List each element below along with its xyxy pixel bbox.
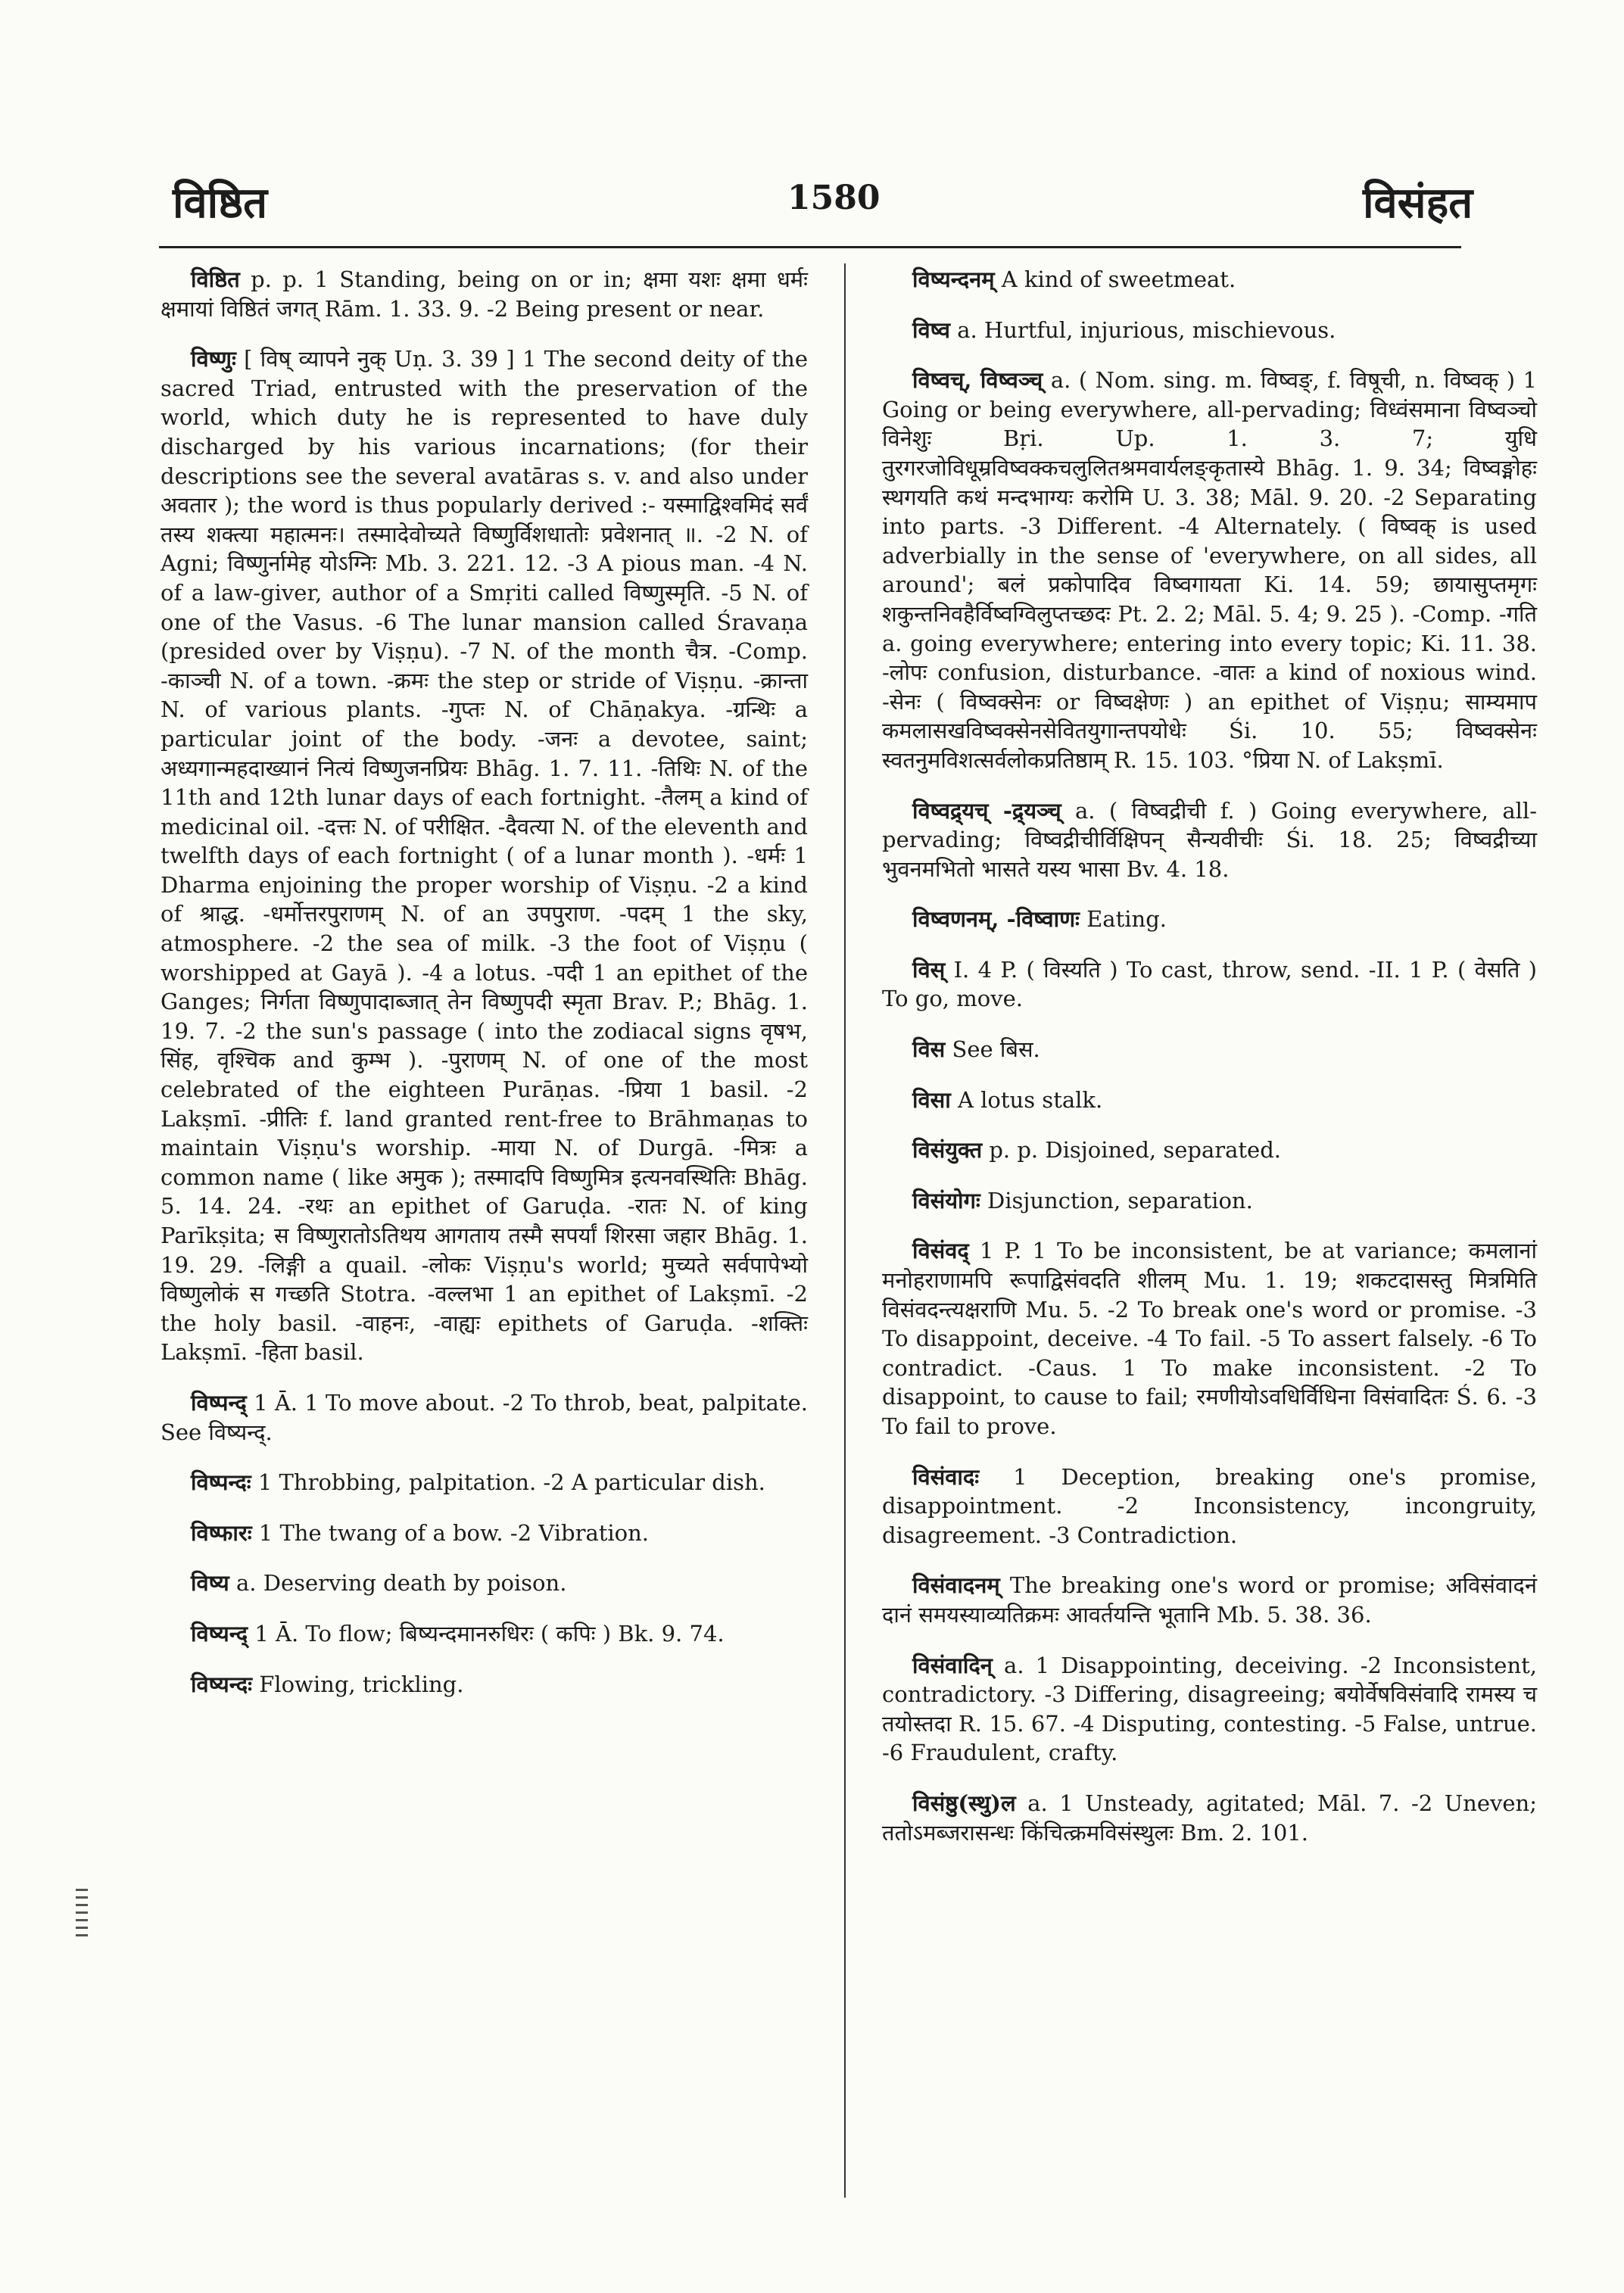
entry-headword: विष्पन्द् [191, 1389, 247, 1416]
header-first-word: विष्ठित [173, 178, 268, 228]
entry-text: 1 Ā. To flow; बिष्यन्दमानरुधिरः ( कपिः ) Bk. 9. 74. [254, 1620, 725, 1647]
dictionary-entry [882, 1086, 1537, 1115]
entry-text: Flowing, trickling. [259, 1671, 464, 1697]
entry-text: Disjunction, separation. [987, 1187, 1253, 1213]
entry-headword: विसंष्ठु(स्थु)ल [912, 1790, 1016, 1816]
dictionary-entry [882, 905, 1537, 934]
entry-headword: विष्यन्दनम् [912, 266, 995, 292]
dictionary-entry [882, 1236, 1537, 1441]
margin-tick-marks [76, 1889, 88, 1942]
entry-text: p. p. Disjoined, separated. [989, 1137, 1281, 1164]
entry-text: a. ( विष्वद्रीची f. ) Going everywhere, all-pervading; विष्वद्रीचीर्विक्षिपन् सैन्यवीचीः Śi. 18. 25; विष्वद्रीच्या भुवनमभितो भासते यस्य भासा Bv. 4. 18. [882, 797, 1537, 882]
dictionary-entry [882, 796, 1537, 884]
left-column [161, 265, 808, 1720]
entry-text: 1 P. 1 To be inconsistent, be at variance; कमलानां मनोहराणामपि रूपाद्विसंवदति शीलम् Mu. 1. 19; शकटदासस्तु मित्रमिति विसंवदन्त्यक्षराणि Mu. 5. -2 To break one's word or promise. -3 To disappoint, deceive. -4 To fail. -5 To assert falsely. -6 To contradict. -Caus. 1 To make inconsistent. -2 To disappoint, to cause to fail; रमणीयोऽवधिर्विधिना विसंवादितः Ś. 6. -3 To fail to prove. [882, 1238, 1538, 1439]
entry-headword: विष्पन्दः [191, 1469, 251, 1496]
dictionary-entry [161, 1388, 808, 1447]
dictionary-entry [882, 955, 1537, 1014]
entry-text: I. 4 P. ( विस्यति ) To cast, throw, send. -II. 1 P. ( वेसति ) To go, move. [882, 956, 1537, 1012]
entry-text: 1 Deception, breaking one's promise, disappointment. -2 Inconsistency, incongruity, disagreement. -3 Contradiction. [882, 1463, 1537, 1548]
entry-headword: विष्वच्, विष्वञ्च् [912, 367, 1043, 394]
entry-text: p. p. 1 Standing, being on or in; क्षमा यशः क्षमा धर्मः क्षमायां विष्ठितं जगत् Rām. 1. 33. 9. -2 Being present or near. [161, 266, 808, 322]
entry-headword: विसा [912, 1086, 951, 1113]
dictionary-entry [161, 1569, 808, 1598]
entry-headword: विष्यन्द् [191, 1620, 248, 1647]
dictionary-entry [882, 1789, 1537, 1847]
entry-headword: विष्वणनम्, -विष्वाणः [912, 906, 1080, 933]
dictionary-entry [882, 1571, 1537, 1629]
dictionary-entry [161, 1468, 808, 1497]
entry-text: See बिस. [952, 1036, 1040, 1063]
entry-headword: विसंयोगः [912, 1187, 980, 1213]
entry-headword: विसंवादनम् [912, 1572, 1000, 1599]
entry-headword: विस् [912, 956, 946, 983]
entry-text: a. Hurtful, injurious, mischievous. [957, 316, 1336, 343]
entry-headword: विष्वद्र्यच् -द्र्यञ्च् [912, 797, 1061, 824]
entry-headword: विष्व [912, 316, 950, 343]
entry-headword: विसंयुक्त [912, 1137, 983, 1164]
dictionary-entry [161, 1519, 808, 1548]
entry-text: [ विष् व्यापने नुक् Uṇ. 3. 39 ] 1 The second deity of the sacred Triad, entrusted with the preservation of the world, which duty he is represented to have duly discharged by his various incarnations; (for their descriptions see the several avatāras s. v. and also under अवतार ); the word is thus popularly derived :- यस्माद्विश्वमिदं सर्वं तस्य शक्त्या महात्मनः। तस्मादेवोच्यते विष्णुर्विशधातोः प्रवेशनात् ॥. -2 N. of Agni; विष्णुर्नामेह योऽग्निः Mb. 3. 221. 12. -3 A pious man. -4 N. of a law-giver, author of a Smṛiti called विष्णुस्मृति. -5 N. of one of the Vasus. -6 The lunar mansion called Śravaṇa (presided over by Viṣṇu). -7 N. of the month चैत्र. -Comp. -काञ्ची N. of a town. -क्रमः the step or stride of Viṣṇu. -क्रान्ता N. of various plants. -गुप्तः N. of Chāṇakya. -ग्रन्थिः a particular joint of the body. -जनः a devotee, saint; अध्यगान्महदाख्यानं नित्यं विष्णुजनप्रियः Bhāg. 1. 7. 11. -तिथिः N. of the 11th and 12th lunar days of each fortnight. -तैलम् a kind of medicinal oil. -दत्तः N. of परीक्षित. -दैवत्या N. of the eleventh and twelfth days of each fortnight ( of a lunar month ). -धर्मः 1 Dharma enjoining the proper worship of Viṣṇu. -2 a kind of श्राद्ध. -धर्मोत्तरपुराणम् N. of an उपपुराण. -पदम् 1 the sky, atmosphere. -2 the sea of milk. -3 the foot of Viṣṇu ( worshipped at Gayā ). -4 a lotus. -पदी 1 an epithet of the Ganges; निर्गता विष्णुपादाब्जात् तेन विष्णुपदी स्मृता Brav. P.; Bhāg. 1. 19. 7. -2 the sun's passage ( into the zodiacal signs वृषभ, सिंह, वृश्चिक and कुम्भ ). -पुराणम् N. of one of the most celebrated of the eighteen Purāṇas. -प्रिया 1 basil. -2 Lakṣmī. -प्रीतिः f. land granted rent-free to Brāhmaṇas to maintain Viṣṇu's worship. -माया N. of Durgā. -मित्रः a common name ( like अमुक ); तस्मादपि विष्णुमित्र इत्यनवस्थितिः Bhāg. 5. 14. 24. -रथः an epithet of Garuḍa. -रातः N. of king Parīkṣita; स विष्णुरातोऽतिथय आगताय तस्मै सपर्यां शिरसा जहार Bhāg. 1. 19. 29. -लिङ्गी a quail. -लोकः Viṣṇu's world; मुच्यते सर्वपापेभ्यो विष्णुलोकं स गच्छति Stotra. -वल्लभा 1 an epithet of Lakṣmī. -2 the holy basil. -वाहनः, -वाह्यः epithets of Garuḍa. -शक्तिः Lakṣmī. -हिता basil. [161, 346, 809, 1366]
dictionary-entry [161, 1670, 808, 1699]
entry-headword: विसंवद् [912, 1238, 969, 1264]
entry-headword: विसंवादिन् [912, 1652, 993, 1678]
entry-headword: विसंवादः [912, 1463, 980, 1490]
page-header [0, 0, 1624, 250]
entry-text: a. 1 Unsteady, agitated; Māl. 7. -2 Uneven; ततोऽमब्जरासन्धः किंचित्क्रमविसंस्थुलः Bm. 2. 101. [882, 1790, 1538, 1846]
header-last-word: विसंहत [1363, 178, 1473, 228]
entry-text: a. Deserving death by poison. [235, 1570, 567, 1597]
entry-headword: विष्णुः [191, 346, 236, 372]
right-column [882, 265, 1537, 1868]
entry-headword: विष्फारः [191, 1519, 252, 1546]
dictionary-entry [161, 265, 808, 323]
entry-text: 1 Ā. 1 To move about. -2 To throb, beat, palpitate. See विष्यन्द्. [161, 1389, 809, 1445]
entry-text: Eating. [1086, 906, 1167, 933]
dictionary-entry [882, 1136, 1537, 1165]
entry-headword: विष्य [191, 1570, 229, 1597]
dictionary-entry [161, 344, 808, 1367]
entry-text: 1 Throbbing, palpitation. -2 A particular dish. [257, 1469, 765, 1496]
dictionary-entry [882, 1651, 1537, 1768]
column-divider [844, 263, 846, 2198]
entry-text: The breaking one's word or promise; अविसंवादनं दानं समयस्याव्यतिक्रमः आवर्तयन्ति भूतानि Mb. 5. 38. 36. [882, 1572, 1537, 1628]
entry-headword: विष्ठित [191, 266, 240, 292]
entry-text: a. ( Nom. sing. m. विष्वङ्, f. विषूची, n. विष्वक् ) 1 Going or being everywhere, all-pervading; विध्वंसमाना विष्वञ्चो विनेशुः Bṛi. Up. 1. 3. 7; युधि तुरगरजोविधूम्रविष्वक्कचलुलितश्रमवार्यलङ्कृतास्ये Bhāg. 1. 9. 34; विष्वङ्मोहः स्थगयति कथं मन्दभाग्यः करोमि U. 3. 38; Māl. 9. 20. -2 Separating into parts. -3 Different. -4 Alternately. ( विष्वक् is used adverbially in the sense of 'everywhere, on all sides, all around'; बलं प्रकोपादिव विष्वगायता Ki. 14. 59; छायासुप्तमृगः शकुन्तनिवहैर्विष्वग्विलुप्तच्छदः Pt. 2. 2; Māl. 5. 4; 9. 25 ). -Comp. -गति a. going everywhere; entering into every topic; Ki. 11. 38. -लोपः confusion, disturbance. -वातः a kind of noxious wind. -सेनः ( विष्वक्सेनः or विष्वक्षेणः ) an epithet of Viṣṇu; साम्यमाप कमलासखविष्वक्सेनसेवितयुगान्तपयोधेः Śi. 10. 55; विष्वक्सेनः स्वतनुमविशत्सर्वलोकप्रतिष्ठाम् R. 15. 103. °प्रिया N. of Lakṣmī. [882, 367, 1537, 773]
entry-text: a. 1 Disappointing, deceiving. -2 Inconsistent, contradictory. -3 Differing, disagreeing; बयोर्वेषविसंवादि रामस्य च तयोस्तदा R. 15. 67. -4 Disputing, contesting. -5 False, untrue. -6 Fraudulent, crafty. [882, 1652, 1537, 1766]
entry-text: A kind of sweetmeat. [1001, 266, 1236, 292]
entry-headword: विष्यन्दः [191, 1671, 252, 1697]
dictionary-entry [161, 1619, 808, 1649]
header-rule [159, 246, 1461, 248]
entry-text: 1 The twang of a bow. -2 Vibration. [258, 1519, 650, 1546]
dictionary-entry [882, 366, 1537, 774]
entry-headword: विस [912, 1036, 946, 1063]
dictionary-entry [882, 316, 1537, 345]
page-number: 1580 [787, 179, 881, 217]
dictionary-entry [882, 1035, 1537, 1064]
entry-text: A lotus stalk. [957, 1086, 1103, 1113]
dictionary-entry [882, 1186, 1537, 1216]
dictionary-entry [882, 1463, 1537, 1550]
dictionary-entry [882, 265, 1537, 294]
